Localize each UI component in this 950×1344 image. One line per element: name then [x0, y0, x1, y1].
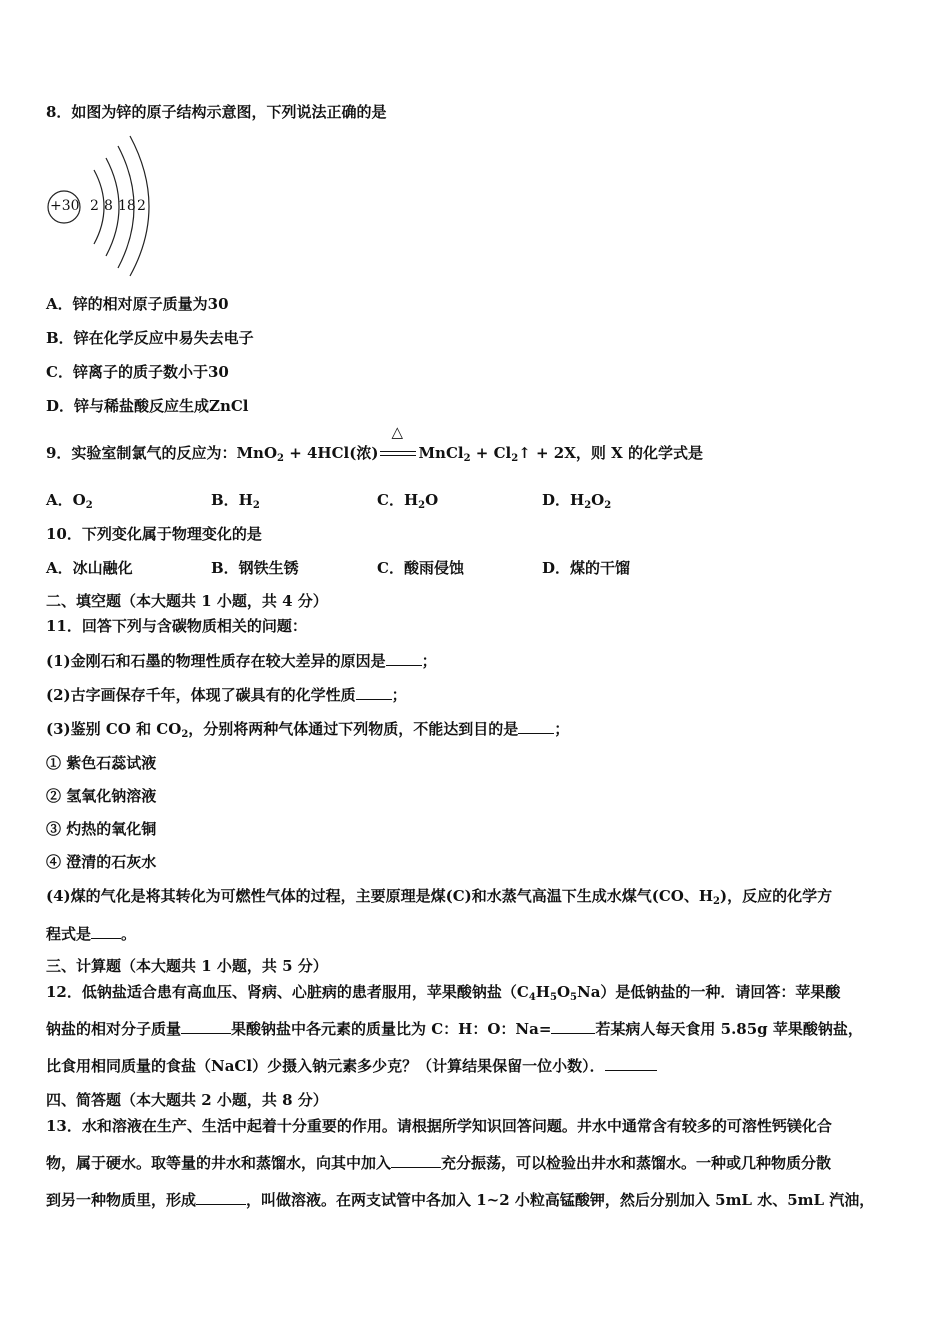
q12-line1: 12．低钠盐适合患有高血压、肾病、心脏病的患者服用，苹果酸钠盐$(C_4H_5O_5Na)$是低钠盐的一种．请回答：苹果酸: [46, 983, 841, 1003]
q11-stem: 11．回答下列与含碳物质相关的问题：: [46, 617, 307, 635]
q13-line3: 到另一种物质里，形成 ，叫做溶液。在两支试管中各加入 1~2 小粒高锰酸钾，然后分别加入 5mL 水、5mL 汽油，: [46, 1191, 875, 1209]
q11-blank-3[interactable]: [518, 719, 554, 734]
heat-equals-symbol: [378, 423, 418, 464]
q11-part4-line1: (4)煤的气化是将其转化为可燃性气体的过程，主要原理是煤(C)和水蒸气高温下生成水煤气(CO、$H_2$)，反应的化学方: [46, 887, 833, 907]
q9-sub-2c: 2: [511, 453, 519, 464]
q9-part4: + Cl: [470, 444, 512, 462]
section-4-heading: 四、简答题（本大题共 2 小题，共 8 分）: [46, 1091, 328, 1109]
q11-choice-1: ① 紫色石蕊试液: [46, 754, 157, 772]
q8-option-a: A．锌的相对原子质量为30: [46, 295, 229, 313]
q10-stem: 10．下列变化属于物理变化的是: [46, 525, 262, 543]
shell-count-4: 2: [137, 198, 146, 214]
q11-part3: (3)鉴别 CO 和 $CO_2$，分别将两种气体通过下列物质，不能达到目的是 ；: [46, 720, 570, 740]
q9-part2: + 4HCl(浓): [283, 444, 379, 462]
q9-part5: ↑ + 2X，则 X 的化学式是: [518, 444, 703, 462]
q11-blank-1[interactable]: [386, 651, 422, 666]
q9-stem: [46, 423, 703, 464]
q11-part2: (2)古字画保存千年，体现了碳具有的化学性质 ；: [46, 686, 407, 704]
q11-choice-4: ④ 澄清的石灰水: [46, 853, 157, 871]
q13-line2: 物，属于硬水。取等量的井水和蒸馏水，向其中加入 充分振荡，可以检验出井水和蒸馏水。一种或几种物质分散: [46, 1154, 832, 1172]
q9-option-c: C．$H_2O$: [377, 491, 439, 511]
q9-option-a: A．$O_2$: [46, 491, 93, 511]
q12-line3: 比食用相同质量的食盐（NaCl）少摄入钠元素多少克？（计算结果保留一位小数）．: [46, 1056, 657, 1076]
q11-blank-4[interactable]: [91, 924, 121, 939]
heat-triangle: △: [391, 423, 403, 441]
q11-part4-line2: 程式是 。: [46, 925, 137, 943]
q9-sub-2a: 2: [277, 453, 284, 464]
q11-part1: (1)金刚石和石墨的物理性质存在较大差异的原因是 ；: [46, 652, 437, 670]
shell-count-2: 8: [104, 198, 113, 214]
q12-line2: 钠盐的相对分子质量 果酸钠盐中各元素的质量比为 C：H：O：Na= 若某病人每天食用 5.85g 苹果酸钠盐，: [46, 1020, 863, 1038]
q11-choice-3: ③ 灼热的氧化铜: [46, 820, 157, 838]
q11-choice-2: ② 氢氧化钠溶液: [46, 787, 157, 805]
q13-blank-2[interactable]: [196, 1190, 246, 1205]
section-3-heading: 三、计算题（本大题共 1 小题，共 5 分）: [46, 957, 328, 975]
q9-stem-prefix: 9．实验室制氯气的反应为：MnO: [46, 444, 278, 462]
q9-sub-2b: 2: [463, 453, 471, 464]
q12-blank-3[interactable]: [605, 1056, 657, 1071]
q12-blank-1[interactable]: [181, 1019, 231, 1034]
q10-option-b: B．钢铁生锈: [211, 559, 299, 577]
q13-line1: 13．水和溶液在生产、生活中起着十分重要的作用。请根据所学知识回答问题。井水中通常含有较多的可溶性钙镁化合: [46, 1117, 832, 1135]
q11-blank-2[interactable]: [356, 685, 392, 700]
zinc-atom-diagram: [44, 130, 164, 280]
q12-blank-2[interactable]: [551, 1019, 595, 1034]
q10-option-d: D．煤的干馏: [542, 559, 631, 577]
q9-part3: MnCl: [418, 444, 464, 462]
q10-option-c: C．酸雨侵蚀: [377, 559, 464, 577]
shell-count-1: 2: [90, 198, 99, 214]
q8-option-d: D．锌与稀盐酸反应生成ZnCl: [46, 397, 249, 415]
nucleus-charge: +30: [50, 198, 80, 214]
q8-option-c: C．锌离子的质子数小于30: [46, 363, 229, 381]
q9-option-d: D．$H_2O_2$: [542, 491, 612, 511]
q8-option-b: B．锌在化学反应中易失去电子: [46, 329, 254, 347]
q9-option-b: B．$H_2$: [211, 491, 260, 511]
section-2-heading: 二、填空题（本大题共 1 小题，共 4 分）: [46, 592, 328, 610]
q13-blank-1[interactable]: [391, 1153, 441, 1168]
q10-option-a: A．冰山融化: [46, 559, 133, 577]
shell-count-3: 18: [118, 198, 136, 214]
q8-stem: 8．如图为锌的原子结构示意图，下列说法正确的是: [46, 103, 387, 121]
